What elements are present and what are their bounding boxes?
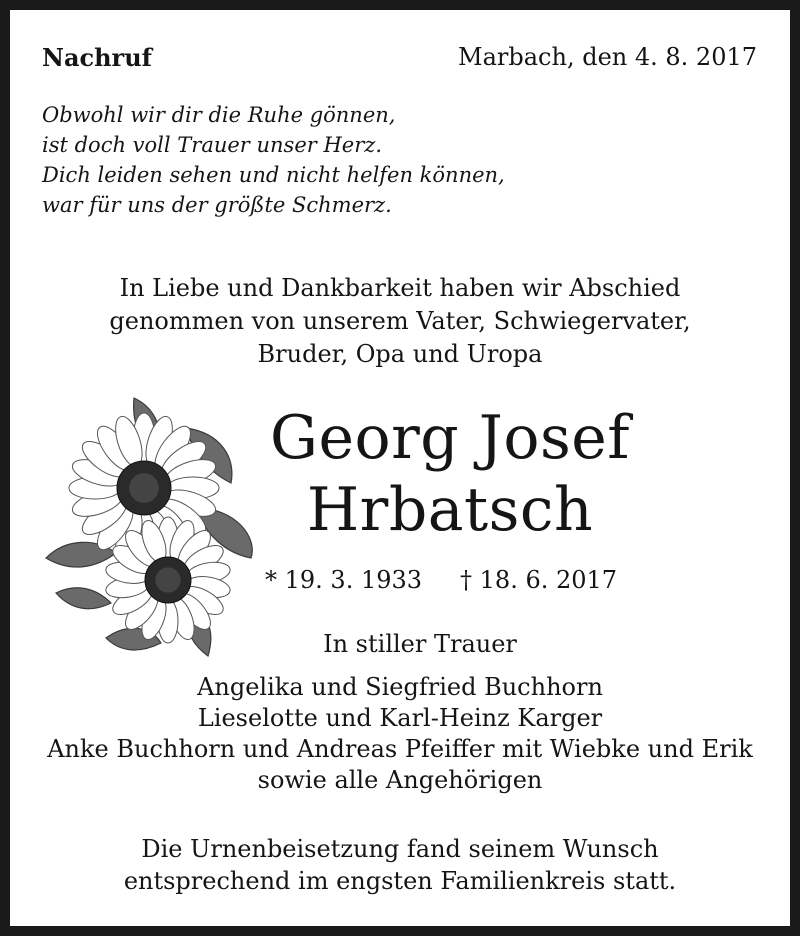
- header-label: Nachruf: [42, 43, 152, 72]
- closing-line: entsprechend im engsten Familienkreis statt.: [123, 867, 677, 895]
- mourners-list: [10, 672, 790, 796]
- life-dates: [265, 566, 617, 594]
- poem-line: Dich leiden sehen und nicht helfen können,: [42, 163, 505, 187]
- poem: [42, 100, 505, 220]
- flower-core-shape: [155, 567, 180, 592]
- closing-text: [10, 833, 790, 897]
- mourning-label: In stiller Trauer: [323, 630, 517, 658]
- flower-core-shape: [129, 473, 159, 503]
- leaf-shape: [56, 588, 111, 609]
- death-date: † 18. 6. 2017: [460, 566, 618, 594]
- deceased-name: [250, 402, 650, 546]
- mourner-line: sowie alle Angehörigen: [257, 766, 543, 794]
- poem-line: Obwohl wir dir die Ruhe gönnen,: [42, 103, 396, 127]
- poem-line: war für uns der größte Schmerz.: [42, 193, 392, 217]
- intro-line: Bruder, Opa und Uropa: [257, 340, 543, 368]
- intro-line: genommen von unserem Vater, Schwiegervater,: [109, 307, 691, 335]
- mourner-line: Lieselotte und Karl-Heinz Karger: [197, 704, 603, 732]
- closing-line: Die Urnenbeisetzung fand seinem Wunsch: [141, 835, 659, 863]
- sunflower-icon: [36, 388, 268, 664]
- intro-text: [10, 272, 790, 371]
- last-name: Hrbatsch: [306, 475, 594, 545]
- intro-line: In Liebe und Dankbarkeit haben wir Abschied: [119, 274, 681, 302]
- first-names: Georg Josef: [270, 403, 630, 473]
- poem-line: ist doch voll Trauer unser Herz.: [42, 133, 382, 157]
- mourner-line: Anke Buchhorn und Andreas Pfeiffer mit Wiebke und Erik: [47, 735, 753, 763]
- birth-date: * 19. 3. 1933: [265, 566, 423, 594]
- mourner-line: Angelika und Siegfried Buchhorn: [197, 673, 603, 701]
- place-date: Marbach, den 4. 8. 2017: [458, 43, 757, 71]
